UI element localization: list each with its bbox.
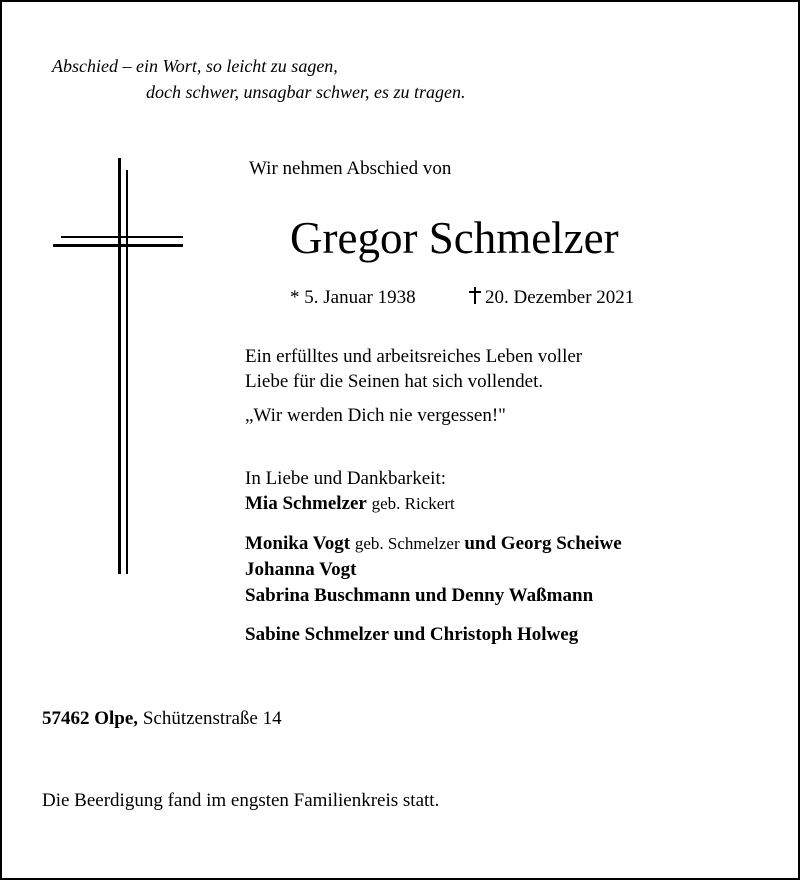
spouse-name: Mia Schmelzer — [245, 493, 367, 514]
mourner-line-1 — [245, 533, 622, 555]
address — [42, 708, 282, 730]
double-line-cross-icon — [51, 156, 185, 576]
address-street: Schützenstraße 14 — [142, 708, 282, 729]
spouse-maiden-name: geb. Rickert — [371, 494, 455, 513]
address-place: 57462 Olpe, — [42, 708, 139, 729]
death-date: 20. Dezember 2021 — [485, 287, 635, 308]
tribute-line-2: Liebe für die Seinen hat sich vollendet. — [245, 371, 544, 392]
mourner-name: Monika Vogt — [245, 533, 351, 554]
tribute-quote: „Wir werden Dich nie vergessen!" — [245, 405, 506, 426]
mourner-line-4: Sabine Schmelzer und Christoph Holweg — [245, 624, 579, 645]
birth-date: * 5. Januar 1938 — [290, 287, 416, 308]
funeral-note: Die Beerdigung fand im engsten Familienkreis statt. — [42, 790, 440, 811]
intro-text: Wir nehmen Abschied von — [249, 158, 452, 179]
tribute-line-1: Ein erfülltes und arbeitsreiches Leben voller — [245, 346, 583, 367]
mourner-partner: und Georg Scheiwe — [464, 533, 622, 554]
motto-line-2: doch schwer, unsagbar schwer, es zu tragen. — [146, 82, 466, 102]
mourner-spouse — [245, 493, 455, 515]
mourner-line-3: Sabrina Buschmann und Denny Waßmann — [245, 585, 594, 606]
motto-line-1: Abschied – ein Wort, so leicht zu sagen, — [52, 56, 338, 76]
mourner-line-2: Johanna Vogt — [245, 559, 357, 580]
mourners-heading: In Liebe und Dankbarkeit: — [245, 468, 447, 489]
deceased-name: Gregor Schmelzer — [290, 213, 619, 263]
cross-icon — [469, 287, 481, 304]
mourner-maiden-name: geb. Schmelzer — [354, 534, 460, 553]
death-date-row — [469, 287, 634, 309]
